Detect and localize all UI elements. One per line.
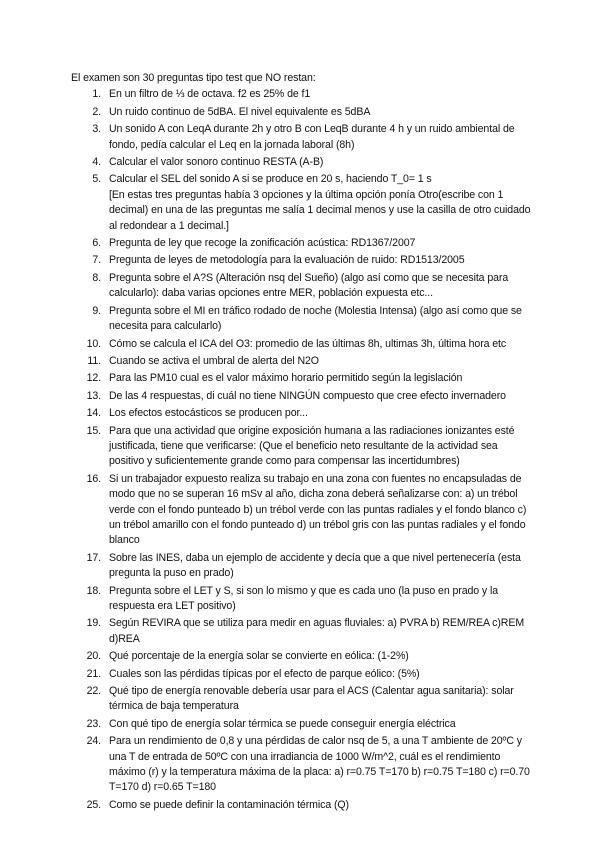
question-text: Cómo se calcula el ICA del O3: promedio de las últimas 8h, ultimas 3h, última hora etc	[109, 337, 507, 350]
question-item	[71, 337, 531, 352]
question-number: 10.	[86, 337, 101, 350]
question-number: 23.	[86, 717, 101, 730]
question-item	[71, 122, 531, 153]
exam-intro: El examen son 30 preguntas tipo test que NO restan:	[71, 72, 316, 84]
question-text: Cuando se activa el umbral de alerta del N2O	[109, 354, 319, 367]
question-item	[71, 649, 531, 664]
question-number: 25.	[86, 798, 101, 811]
question-text: Como se puede definir la contaminación térmica (Q)	[109, 798, 349, 811]
question-number: 24.	[86, 735, 101, 748]
question-item	[71, 236, 531, 251]
question-item	[71, 253, 531, 268]
question-note: [En estas tres preguntas había 3 opciones y la última opción ponía Otro(escribe con 1 decimal) en una de las preguntas me salía 1 decimal menos y use la casilla de otro cuidado al redondear a 1 decimal.]	[109, 188, 531, 232]
document-body	[71, 71, 531, 815]
question-text: Qué porcentaje de la energía solar se convierte en eólica: (1-2%)	[109, 650, 409, 663]
question-number: 17.	[86, 551, 101, 564]
question-text: Un sonido A con LeqA durante 2h y otro B con LeqB durante 4 h y un ruido ambiental de fondo, pedía calcular el Leq en la jornada laboral (8h)	[109, 123, 515, 151]
question-item	[71, 616, 531, 647]
question-item	[71, 304, 531, 335]
question-number: 20.	[86, 650, 101, 663]
question-number: 8.	[92, 271, 101, 284]
question-text: Pregunta sobre el A?S (Alteración nsq del Sueño) (algo así como que se necesita para calcularlo): daba varias opciones entre MER, población expuesta etc...	[109, 271, 509, 300]
question-item	[71, 389, 531, 404]
question-text: Sobre las INES, daba un ejemplo de accidente y decía que a que nivel pertenecería (esta pregunta la puso en prado)	[109, 551, 521, 580]
question-item	[71, 371, 531, 386]
question-text: En un filtro de ⅓ de octava. f2 es 25% de f1	[109, 88, 311, 101]
question-number: 18.	[86, 584, 101, 597]
question-number: 4.	[92, 156, 101, 169]
question-text: Según REVIRA que se utiliza para medir en aguas fluviales: a) PVRA b) REM/REA c)REM d)REA	[109, 617, 525, 645]
question-text: Pregunta de leyes de metodología para la evaluación de ruido: RD1513/2005	[109, 254, 465, 267]
question-number: 19.	[86, 617, 101, 630]
question-text: Para las PM10 cual es el valor máximo horario permitido según la legislación	[109, 372, 463, 385]
question-text: De las 4 respuestas, di cuál no tiene NINGÚN compuesto que cree efecto invernadero	[109, 389, 506, 402]
question-text: Pregunta sobre el MI en tráfico rodado de noche (Molestia Intensa) (algo así como que se necesita para calcularlo)	[109, 304, 522, 333]
question-number: 16.	[86, 472, 101, 485]
question-number: 22.	[86, 685, 101, 698]
question-item	[71, 551, 531, 582]
question-item	[71, 684, 531, 715]
question-text: Pregunta de ley que recoge la zonificación acústica: RD1367/2007	[109, 237, 416, 250]
question-number: 11.	[87, 354, 101, 367]
question-item	[71, 172, 531, 234]
question-number: 3.	[92, 123, 101, 136]
question-item	[71, 155, 531, 170]
question-item	[71, 717, 531, 732]
question-number: 15.	[86, 424, 101, 437]
question-item	[71, 87, 531, 102]
question-text: Cuales son las pérdidas típicas por el efecto de parque eólico: (5%)	[109, 667, 420, 680]
question-text: Si un trabajador expuesto realiza su trabajo en una zona con fuentes no encapsuladas de modo que no se superan 16 mSv al año, dicha zona deberá señalizarse con: a) un trébol verde con el fondo punteado b) un trébol verde con las puntas radiales y el fondo blanco c) un trébol amarillo con el fondo punteado d) un trébol gris con las puntas radiales y el fondo blanco	[109, 472, 527, 547]
question-item	[71, 734, 531, 796]
question-item	[71, 424, 531, 470]
question-number: 1.	[92, 88, 101, 101]
question-number: 21.	[86, 667, 101, 680]
question-text: Para un rendimiento de 0,8 y una pérdidas de calor nsq de 5, a una T ambiente de 20ºC y una T de entrada de 50ºC con una irradiancia de 1000 W/m^2, cuál es el rendimiento máximo (r) y la temperatura máxima de la placa: a) r=0.75 T=170 b) r=0.75 T=180 c) r=0.70 T=170 d) r=0.65 T=180	[109, 735, 530, 794]
question-item	[71, 105, 531, 120]
question-text: Un ruido continuo de 5dBA. El nivel equivalente es 5dBA	[109, 105, 371, 118]
question-number: 13.	[86, 389, 101, 402]
question-item	[71, 584, 531, 615]
question-item	[71, 667, 531, 682]
question-number: 9.	[92, 304, 101, 317]
question-number: 2.	[92, 105, 101, 118]
question-text: Qué tipo de energía renovable debería usar para el ACS (Calentar agua sanitaria): solar térmica de baja temperatura	[109, 685, 514, 713]
question-number: 5.	[92, 173, 101, 186]
question-text: Para que una actividad que origine exposición humana a las radiaciones ionizantes esté justificada, tiene que verificarse: (Que el beneficio neto resultante de la actividad sea positivo y suficientemente grande como para compensar las incertidumbres)	[109, 424, 515, 468]
question-list	[71, 87, 531, 813]
question-item	[71, 406, 531, 421]
question-text: Calcular el valor sonoro continuo RESTA (A-B)	[109, 156, 324, 169]
question-number: 14.	[86, 407, 101, 420]
question-item	[71, 271, 531, 302]
question-item	[71, 798, 531, 813]
question-text: Calcular el SEL del sonido A si se produce en 20 s, haciendo T_0= 1 s	[109, 173, 432, 186]
question-item	[71, 472, 531, 549]
question-item	[71, 354, 531, 369]
question-number: 6.	[92, 237, 101, 250]
question-number: 7.	[92, 254, 101, 267]
question-text: Pregunta sobre el LET y S, si son lo mismo y que es cada uno (la puso en prado y la respuesta era LET positivo)	[109, 584, 498, 612]
question-number: 12.	[86, 372, 101, 385]
question-text: Los efectos estocásticos se producen por...	[109, 407, 308, 420]
question-text: Con qué tipo de energía solar térmica se puede conseguir energía eléctrica	[109, 717, 456, 730]
